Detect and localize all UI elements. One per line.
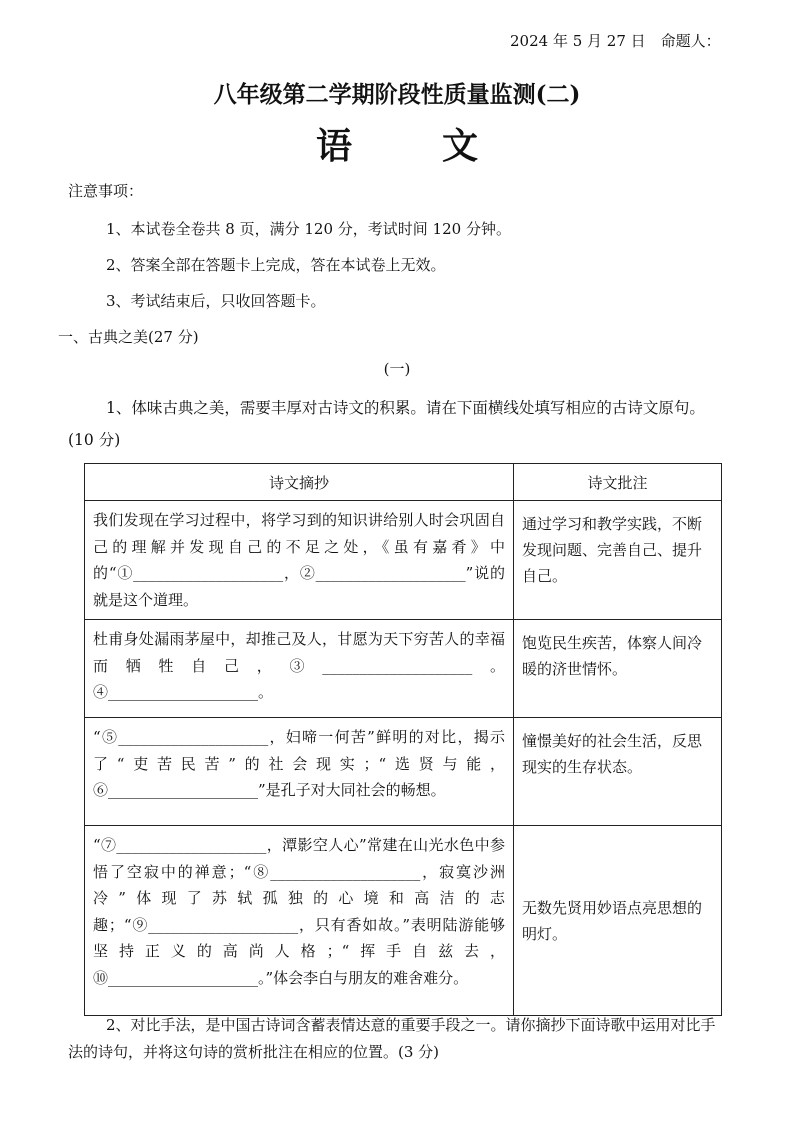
poem-annotation-table — [84, 463, 722, 1016]
annotation-cell: 饱览民生疾苦，体察人间冷暖的济世情怀。 — [514, 620, 722, 718]
notice-item: 1、本试卷全卷共 8 页，满分 120 分，考试时间 120 分钟。 — [106, 220, 511, 238]
section-heading: 一、古典之美(27 分) — [58, 328, 199, 346]
annotation-cell: 无数先贤用妙语点亮思想的明灯。 — [514, 826, 722, 1016]
notice-item: 2、答案全部在答题卡上完成，答在本试卷上无效。 — [106, 256, 446, 274]
subject-title: 语文 — [315, 125, 568, 167]
table-row — [85, 501, 722, 620]
exam-title: 八年级第二学期阶段性质量监测(二) — [213, 81, 581, 108]
annotation-cell: 通过学习和教学实践，不断发现问题、完善自己、提升自己。 — [514, 501, 722, 620]
exam-date-line: 2024 年 5 月 27 日 命题人： — [510, 32, 721, 50]
excerpt-cell[interactable]: 我们发现在学习过程中，将学习到的知识讲给别人时会巩固自己的理解并发现自己的不足之处，《虽有嘉肴》中的“①____________________，②____________________”说的就是这个道理。 — [85, 501, 514, 620]
col-header-excerpt: 诗文摘抄 — [85, 464, 514, 501]
notice-item: 3、考试结束后，只收回答题卡。 — [106, 292, 326, 310]
table-header-row — [85, 464, 722, 501]
annotation-cell: 憧憬美好的社会生活，反思现实的生存状态。 — [514, 718, 722, 826]
table-row — [85, 826, 722, 1016]
notice-heading: 注意事项： — [68, 182, 144, 200]
excerpt-cell[interactable]: “⑦____________________，潭影空人心”常建在山光水色中参悟了空寂中的禅意；“⑧____________________，寂寞沙洲冷”体现了苏轼孤独的心境和高洁的志趣；“⑨____________________，只有香如故。”表明陆游能够坚持正义的高尚人格；“挥手自兹去，⑩____________________。”体会李白与朋友的难舍难分。 — [85, 826, 514, 1016]
question-1-prompt: 1、体味古典之美，需要丰厚对古诗文的积累。请在下面横线处填写相应的古诗文原句。(10 分) — [68, 399, 705, 449]
table-row — [85, 620, 722, 718]
excerpt-cell[interactable]: 杜甫身处漏雨茅屋中，却推己及人，甘愿为天下穷苦人的幸福而牺牲自己，③____________________。④____________________。 — [85, 620, 514, 718]
question-2-prompt: 2、对比手法，是中国古诗词含蓄表情达意的重要手段之一。请你摘抄下面诗歌中运用对比手法的诗句，并将这句诗的赏析批注在相应的位置。(3 分) — [68, 1016, 716, 1061]
col-header-annotation: 诗文批注 — [514, 464, 722, 501]
subsection-heading: (一) — [383, 360, 411, 378]
excerpt-cell[interactable]: “⑤____________________，妇啼一何苦”鲜明的对比，揭示了“吏苦民苦”的社会现实；“选贤与能，⑥____________________”是孔子对大同社会的畅想。 — [85, 718, 514, 826]
table-row — [85, 718, 722, 826]
